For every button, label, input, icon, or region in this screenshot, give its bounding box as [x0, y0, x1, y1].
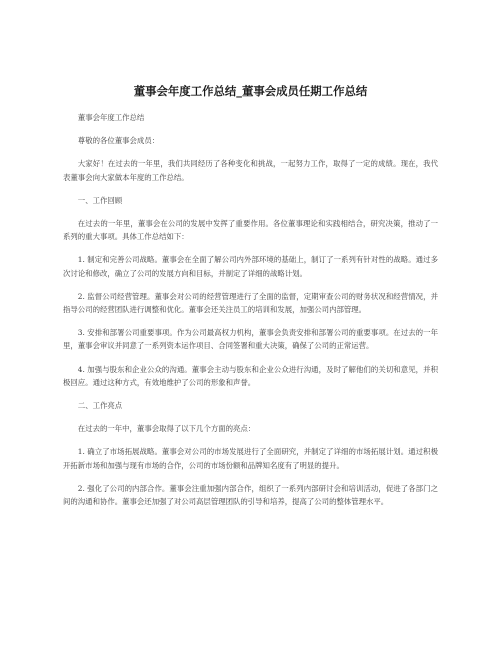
- document-title: 董事会年度工作总结_董事会成员任期工作总结: [133, 84, 368, 98]
- paragraph-intro: 大家好！在过去的一年里，我们共同经历了各种变化和挑战，一起努力工作，取得了一定的成绩。现在，我代表董事会向大家做本年度的工作总结。: [63, 159, 438, 182]
- list-item: 4. 加强与股东和企业公众的沟通。董事会主动与股东和企业公众进行沟通，及时了解他们的关切和意见，并积极回应。通过这种方式，有效地维护了公司的形象和声誉。: [63, 364, 438, 387]
- section-heading-highlights: 二、工作亮点: [77, 401, 123, 411]
- list-item: 2. 监督公司经营管理。董事会对公司的经营管理进行了全面的监督，定期审查公司的财务状况和经营情况，并指导公司的经营团队进行调整和优化。董事会还关注员工的培训和发展，加强公司内部管理。: [63, 291, 438, 315]
- paragraph-review-summary: 在过去的一年里，董事会在公司的发展中发挥了重要作用。各位董事理论和实践相结合，研究决策，推动了一系列的重大事项。具体工作总结如下：: [63, 219, 438, 242]
- paragraph-highlights-summary: 在过去的一年中，董事会取得了以下几个方面的亮点：: [77, 424, 256, 434]
- section-heading-review: 一、工作回顾: [77, 195, 123, 205]
- paragraph-subtitle: 董事会年度工作总结: [77, 113, 145, 122]
- paragraph-salutation: 尊敬的各位董事会成员：: [77, 136, 160, 146]
- list-item: 2. 强化了公司的内部合作。董事会注重加强内部合作，组织了一系列内部研讨会和培训活动，促进了各部门之间的沟通和协作。董事会还加强了对公司高层管理团队的引导和培养，提高了公司的整体管理水平。: [63, 483, 438, 507]
- list-item: 1. 制定和完善公司战略。董事会在全面了解公司内外部环境的基础上，制订了一系列有针对性的战略。通过多次讨论和修改，确立了公司的发展方向和目标，并制定了详细的战略计划。: [63, 255, 438, 278]
- list-item: 1. 确立了市场拓展战略。董事会对公司的市场发展进行了全面研究，并制定了详细的市场拓展计划。通过积极开拓新市场和加强与现有市场的合作，公司的市场份额和品牌知名度有了明显的提升。: [63, 447, 438, 470]
- list-item: 3. 安排和部署公司重要事项。作为公司最高权力机构，董事会负责安排和部署公司的重要事项。在过去的一年里，董事会审议并同意了一系列资本运作项目、合同签署和重大决策，确保了公司的正常运营。: [63, 328, 438, 351]
